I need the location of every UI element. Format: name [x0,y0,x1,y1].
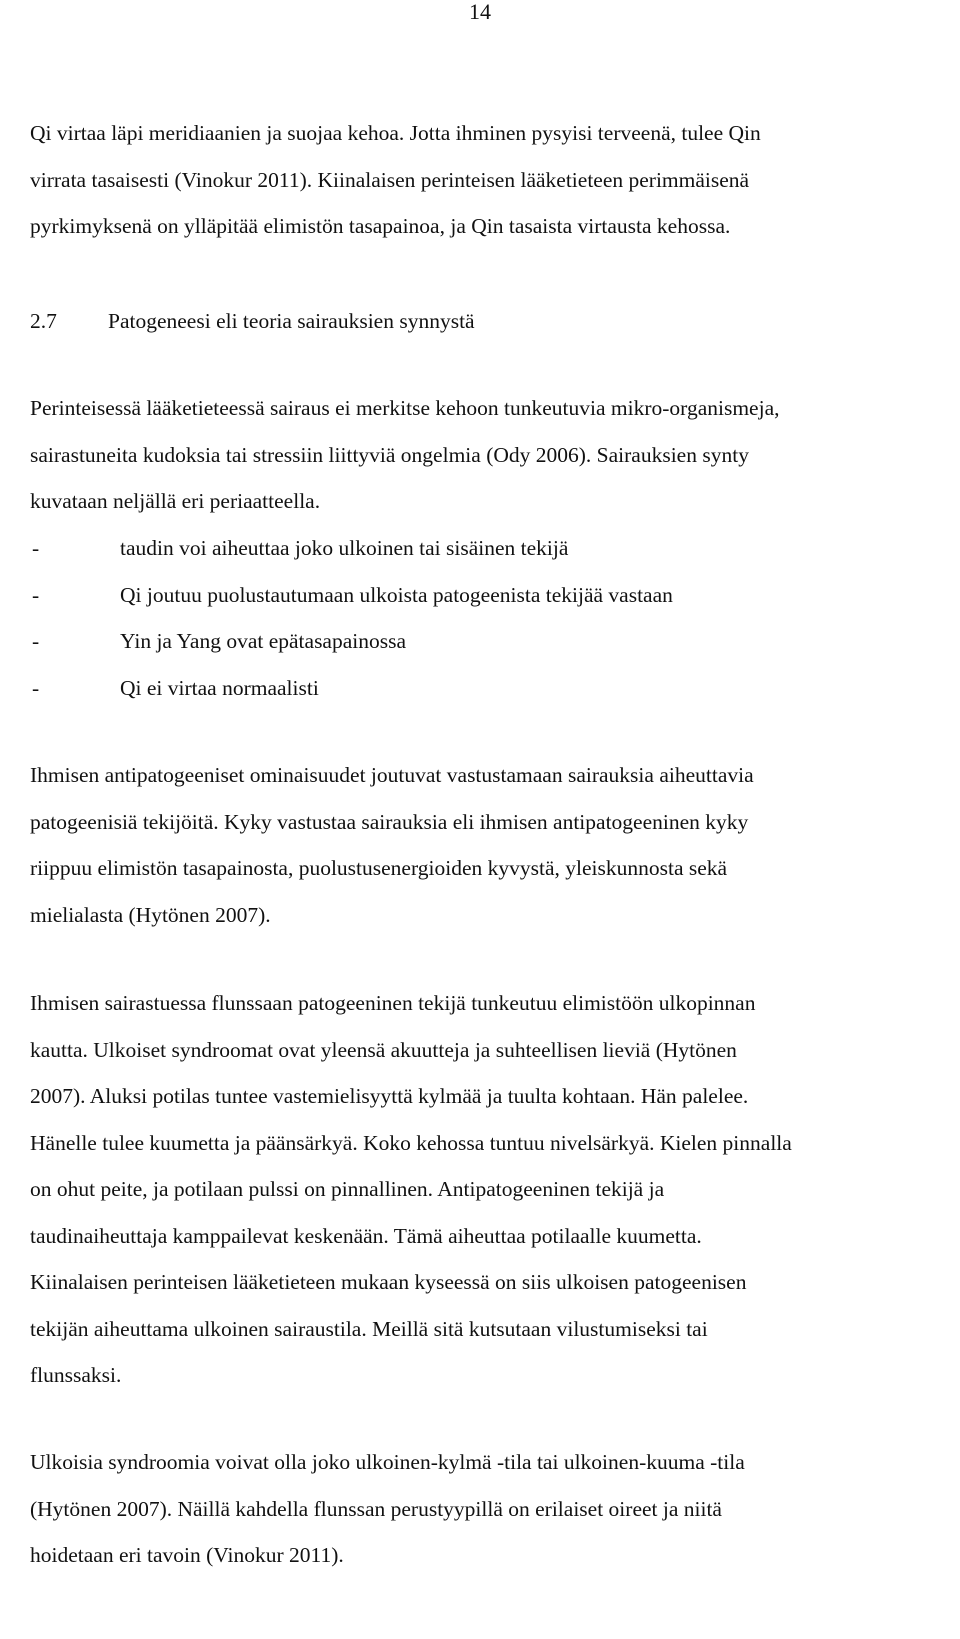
text-line: Hänelle tulee kuumetta ja päänsärkyä. Koko kehossa tuntuu nivelsärkyä. Kielen pinnalla [30,1130,792,1155]
list-item-text: Yin ja Yang ovat epätasapainossa [120,629,407,653]
text-line: Perinteisessä lääketieteessä sairaus ei merkitse kehoon tunkeutuvia mikro-organismeja, [30,396,780,420]
list-item [30,525,673,572]
list-marker: - [32,536,40,560]
text-line: mielialasta (Hytönen 2007). [30,902,271,927]
text-line: virrata tasaisesti (Vinokur 2011). Kiinalaisen perinteisen lääketieteen perimmäisenä [30,167,750,192]
section-heading [30,298,475,345]
text-line: Ulkoisia syndroomia voivat olla joko ulkoinen-kylmä -tila tai ulkoinen-kuuma -tila [30,1450,745,1474]
text-line: (Hytönen 2007). Näillä kahdella flunssan perustyypillä on erilaiset oireet ja niitä [30,1496,722,1521]
list-marker: - [32,582,40,607]
principles-list [30,525,673,711]
text-line: on ohut peite, ja potilaan pulssi on pinnallinen. Antipatogeeninen tekijä ja [30,1177,665,1201]
text-line: riippuu elimistön tasapainosta, puolustusenergioiden kyvystä, yleiskunnosta sekä [30,856,728,880]
text-line: kautta. Ulkoiset syndroomat ovat yleensä akuutteja ja suhteellisen lieviä (Hytönen [30,1037,737,1062]
paragraph-influenza [30,980,950,1399]
section-title: Patogeneesi eli teoria sairauksien synnystä [108,309,475,333]
paragraph-external-syndromes [30,1439,950,1579]
paragraph-antipathogenic [30,752,950,938]
page-number: 14 [469,0,491,24]
text-line: Ihmisen sairastuessa flunssaan patogeeninen tekijä tunkeutuu elimistöön ulkopinnan [30,991,756,1015]
section-number: 2.7 [30,309,57,333]
text-line: sairastuneita kudoksia tai stressiin liittyviä ongelmia (Ody 2006). Sairauksien synty [30,442,749,467]
list-item [30,665,673,712]
list-item [30,572,673,619]
text-line: flunssaksi. [30,1363,122,1387]
paragraph-meridians [30,110,950,250]
list-marker: - [32,629,40,653]
text-line: kuvataan neljällä eri periaatteella. [30,489,321,513]
list-item-text: taudin voi aiheuttaa joko ulkoinen tai sisäinen tekijä [120,536,569,560]
text-line: patogeenisiä tekijöitä. Kyky vastustaa sairauksia eli ihmisen antipatogeeninen kyky [30,809,749,834]
paragraph-pathogenesis-intro [30,385,950,525]
text-line: Kiinalaisen perinteisen lääketieteen mukaan kyseessä on siis ulkoisen patogeenisen [30,1270,747,1294]
text-line: Ihmisen antipatogeeniset ominaisuudet joutuvat vastustamaan sairauksia aiheuttavia [30,763,754,787]
list-item-text: Qi joutuu puolustautumaan ulkoista patogeenista tekijää vastaan [120,582,673,607]
text-line: taudinaiheuttaja kamppailevat keskenään. Tämä aiheuttaa potilaalle kuumetta. [30,1223,702,1248]
list-marker: - [32,675,40,700]
text-line: pyrkimyksenä on ylläpitää elimistön tasapainoa, ja Qin tasaista virtausta kehossa. [30,214,731,238]
text-line: 2007). Aluksi potilas tuntee vastemielisyyttä kylmää ja tuulta kohtaan. Hän palelee. [30,1084,749,1108]
list-item [30,618,673,665]
text-line: Qi virtaa läpi meridiaanien ja suojaa kehoa. Jotta ihminen pysyisi terveenä, tulee Qin [30,121,761,145]
text-line: tekijän aiheuttama ulkoinen sairaustila. Meillä sitä kutsutaan vilustumiseksi tai [30,1316,708,1341]
text-line: hoidetaan eri tavoin (Vinokur 2011). [30,1543,344,1567]
list-item-text: Qi ei virtaa normaalisti [120,675,319,700]
